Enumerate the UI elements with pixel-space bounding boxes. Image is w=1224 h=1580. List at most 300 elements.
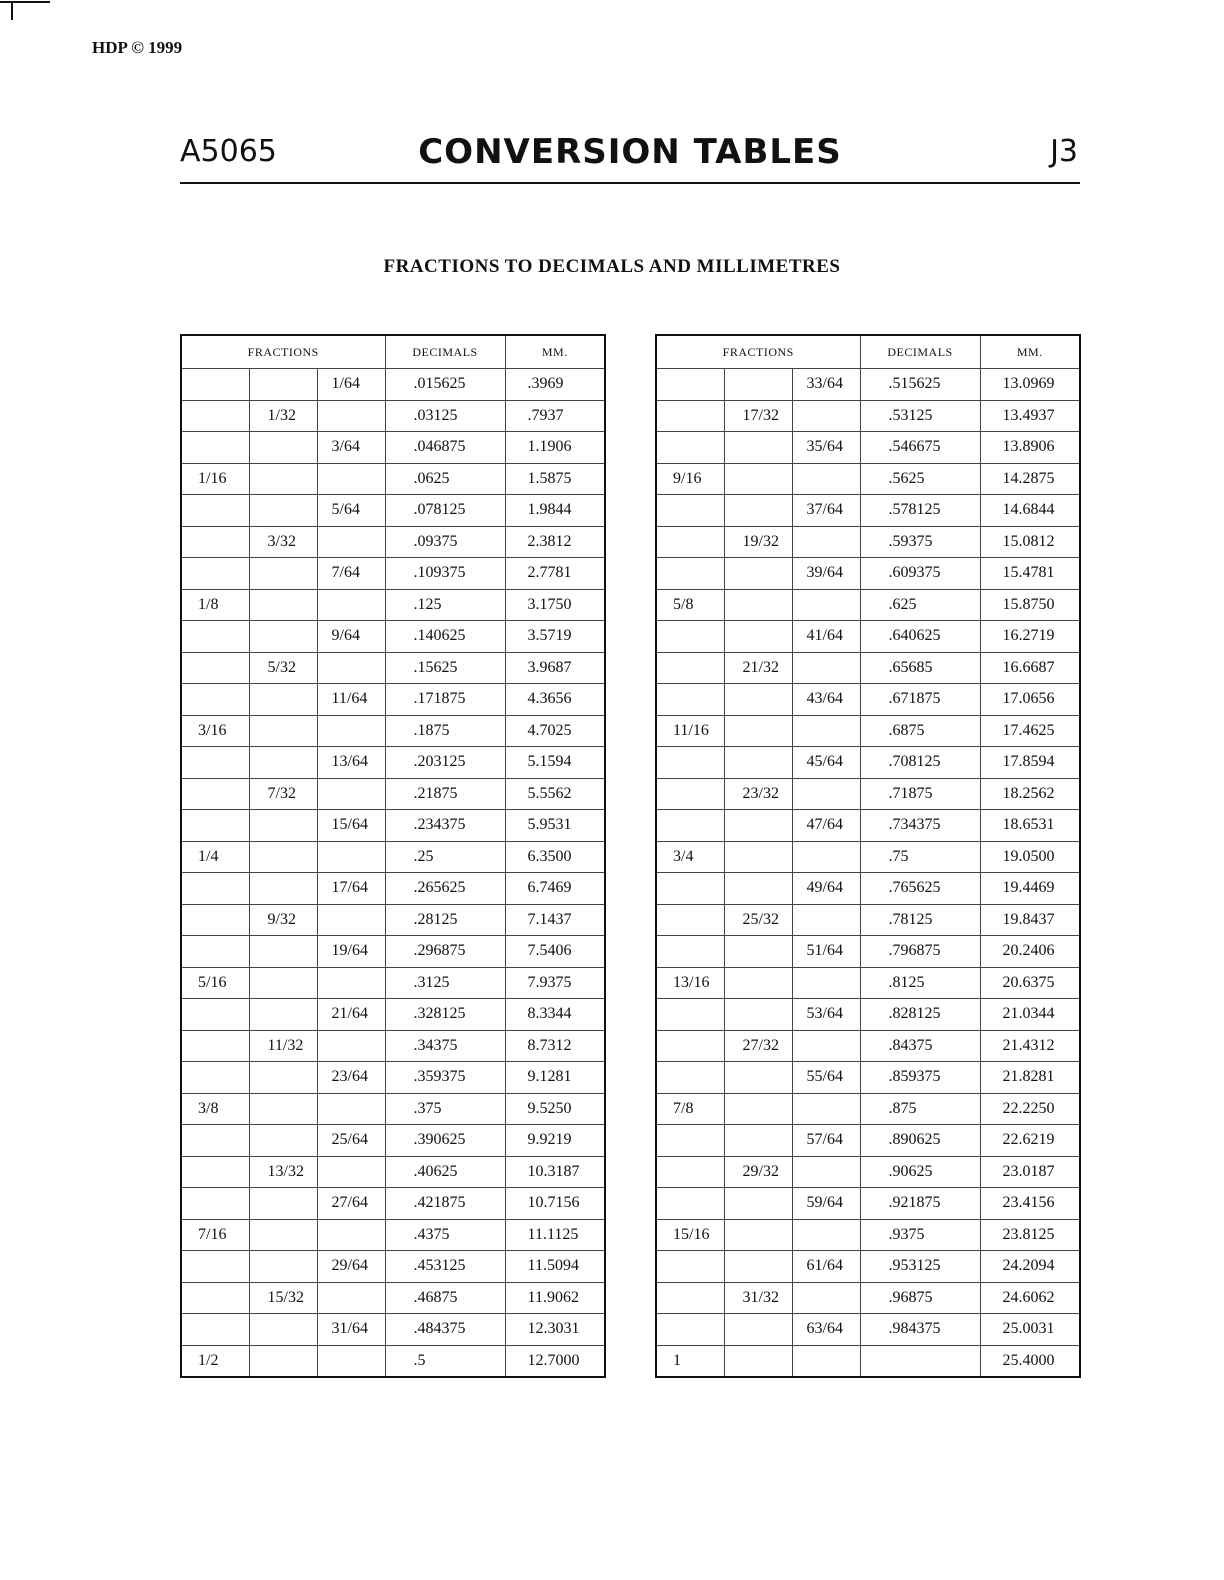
decimal-cell: .109375: [385, 558, 505, 590]
fraction-thirty-seconds-cell: 17/32: [724, 400, 792, 432]
decimal-cell: .8125: [860, 967, 980, 999]
fraction-sixteenths-cell: 3/8: [181, 1093, 249, 1125]
fraction-thirty-seconds-cell: 5/32: [249, 652, 317, 684]
table-row: [656, 1030, 1080, 1062]
page-title: CONVERSION TABLES: [418, 132, 842, 172]
fraction-sixteenths-cell: [181, 1125, 249, 1157]
millimetre-cell: 8.3344: [505, 999, 605, 1031]
fraction-sixty-fourths-cell: [317, 778, 385, 810]
table-row: [656, 495, 1080, 527]
table-row: [181, 904, 605, 936]
table-row: [181, 747, 605, 779]
fraction-thirty-seconds-cell: [724, 999, 792, 1031]
decimal-cell: .59375: [860, 526, 980, 558]
fraction-sixty-fourths-cell: 57/64: [792, 1125, 860, 1157]
table-row: [181, 369, 605, 401]
fraction-thirty-seconds-cell: [249, 999, 317, 1031]
table-row: [656, 1251, 1080, 1283]
millimetre-cell: 24.2094: [980, 1251, 1080, 1283]
fraction-thirty-seconds-cell: [249, 558, 317, 590]
fraction-thirty-seconds-cell: [249, 1062, 317, 1094]
millimetre-cell: 25.0031: [980, 1314, 1080, 1346]
fraction-sixteenths-cell: [181, 558, 249, 590]
table-row: [181, 1062, 605, 1094]
fraction-sixty-fourths-cell: [317, 1282, 385, 1314]
fraction-sixteenths-cell: [181, 1188, 249, 1220]
decimal-cell: .234375: [385, 810, 505, 842]
millimetre-cell: 17.4625: [980, 715, 1080, 747]
fraction-sixteenths-cell: [181, 369, 249, 401]
decimal-cell: .53125: [860, 400, 980, 432]
fraction-thirty-seconds-cell: 27/32: [724, 1030, 792, 1062]
fraction-sixteenths-cell: [656, 432, 724, 464]
decimal-cell: .09375: [385, 526, 505, 558]
fraction-thirty-seconds-cell: 31/32: [724, 1282, 792, 1314]
table-row: [181, 495, 605, 527]
decimal-cell: .328125: [385, 999, 505, 1031]
table-row: [656, 684, 1080, 716]
fraction-sixty-fourths-cell: [792, 589, 860, 621]
table-row: [181, 1093, 605, 1125]
millimetre-cell: 12.7000: [505, 1345, 605, 1377]
fraction-thirty-seconds-cell: [724, 1219, 792, 1251]
table-row: [181, 652, 605, 684]
fraction-sixty-fourths-cell: [792, 400, 860, 432]
fraction-sixteenths-cell: [656, 936, 724, 968]
millimetre-cell: 19.4469: [980, 873, 1080, 905]
fraction-sixteenths-cell: [181, 778, 249, 810]
table-row: [656, 747, 1080, 779]
decimal-cell: .828125: [860, 999, 980, 1031]
decimal-cell: .75: [860, 841, 980, 873]
fraction-thirty-seconds-cell: 23/32: [724, 778, 792, 810]
decimal-cell: .140625: [385, 621, 505, 653]
decimal-cell: .609375: [860, 558, 980, 590]
decimal-cell: .375: [385, 1093, 505, 1125]
fraction-sixty-fourths-cell: 53/64: [792, 999, 860, 1031]
fraction-sixteenths-cell: [181, 1314, 249, 1346]
fraction-thirty-seconds-cell: [249, 810, 317, 842]
decimal-cell: .421875: [385, 1188, 505, 1220]
fraction-sixteenths-cell: 3/16: [181, 715, 249, 747]
decimal-cell: .708125: [860, 747, 980, 779]
millimetre-cell: 18.2562: [980, 778, 1080, 810]
decimal-cell: .296875: [385, 936, 505, 968]
fraction-sixty-fourths-cell: 47/64: [792, 810, 860, 842]
table-row: [181, 810, 605, 842]
fraction-sixteenths-cell: 5/8: [656, 589, 724, 621]
table-row: [181, 873, 605, 905]
fraction-sixteenths-cell: [656, 1030, 724, 1062]
fraction-thirty-seconds-cell: [249, 715, 317, 747]
fraction-thirty-seconds-cell: [724, 747, 792, 779]
millimetre-cell: 5.9531: [505, 810, 605, 842]
fraction-sixty-fourths-cell: [317, 967, 385, 999]
fraction-sixteenths-cell: [181, 1030, 249, 1062]
millimetre-cell: 7.1437: [505, 904, 605, 936]
millimetre-cell: 1.9844: [505, 495, 605, 527]
millimetre-cell: 2.3812: [505, 526, 605, 558]
fraction-sixteenths-cell: [656, 778, 724, 810]
table-row: [656, 652, 1080, 684]
decimals-header: DECIMALS: [385, 335, 505, 369]
fraction-sixty-fourths-cell: 15/64: [317, 810, 385, 842]
fraction-sixteenths-cell: [181, 1251, 249, 1283]
millimetre-cell: 9.1281: [505, 1062, 605, 1094]
decimal-cell: .546675: [860, 432, 980, 464]
table-row: [656, 841, 1080, 873]
fraction-thirty-seconds-cell: [249, 747, 317, 779]
table-row: [181, 558, 605, 590]
table-body: [181, 369, 605, 1378]
section-subtitle: FRACTIONS TO DECIMALS AND MILLIMETRES: [383, 256, 841, 277]
table-row: [656, 432, 1080, 464]
fraction-sixty-fourths-cell: [317, 526, 385, 558]
fraction-sixty-fourths-cell: [792, 652, 860, 684]
millimetre-cell: 22.6219: [980, 1125, 1080, 1157]
decimal-cell: .265625: [385, 873, 505, 905]
fraction-sixty-fourths-cell: 51/64: [792, 936, 860, 968]
fraction-sixty-fourths-cell: [317, 400, 385, 432]
fraction-thirty-seconds-cell: 29/32: [724, 1156, 792, 1188]
millimetre-cell: 5.1594: [505, 747, 605, 779]
decimal-cell: .125: [385, 589, 505, 621]
millimetre-cell: 23.4156: [980, 1188, 1080, 1220]
fraction-sixteenths-cell: [656, 1156, 724, 1188]
table-row: [181, 778, 605, 810]
decimal-cell: .6875: [860, 715, 980, 747]
fraction-sixteenths-cell: [181, 1062, 249, 1094]
fraction-sixty-fourths-cell: [792, 841, 860, 873]
decimal-cell: .515625: [860, 369, 980, 401]
millimetre-cell: 19.0500: [980, 841, 1080, 873]
page-header: [180, 128, 1080, 184]
fraction-sixteenths-cell: 15/16: [656, 1219, 724, 1251]
table-row: [181, 1030, 605, 1062]
millimetre-cell: 17.8594: [980, 747, 1080, 779]
fraction-thirty-seconds-cell: 1/32: [249, 400, 317, 432]
fraction-sixty-fourths-cell: 7/64: [317, 558, 385, 590]
fraction-thirty-seconds-cell: [249, 463, 317, 495]
fraction-sixteenths-cell: [181, 526, 249, 558]
table-row: [181, 432, 605, 464]
fraction-sixty-fourths-cell: [317, 1030, 385, 1062]
decimal-cell: .46875: [385, 1282, 505, 1314]
decimal-cell: .625: [860, 589, 980, 621]
fraction-sixteenths-cell: [656, 1282, 724, 1314]
fraction-thirty-seconds-cell: [249, 1345, 317, 1377]
table-row: [181, 967, 605, 999]
fraction-thirty-seconds-cell: [249, 589, 317, 621]
table-header-row: [656, 335, 1080, 369]
fraction-sixteenths-cell: [656, 369, 724, 401]
decimal-cell: .0625: [385, 463, 505, 495]
fraction-sixteenths-cell: [656, 1062, 724, 1094]
decimal-cell: .765625: [860, 873, 980, 905]
fraction-thirty-seconds-cell: [724, 1188, 792, 1220]
millimetre-cell: 5.5562: [505, 778, 605, 810]
table-row: [656, 463, 1080, 495]
fraction-sixty-fourths-cell: [792, 1282, 860, 1314]
table-row: [181, 526, 605, 558]
millimetre-cell: 15.0812: [980, 526, 1080, 558]
fraction-sixteenths-cell: 1/8: [181, 589, 249, 621]
decimal-cell: .796875: [860, 936, 980, 968]
decimal-cell: .875: [860, 1093, 980, 1125]
fraction-sixty-fourths-cell: [792, 463, 860, 495]
fraction-sixty-fourths-cell: 29/64: [317, 1251, 385, 1283]
decimal-cell: .5: [385, 1345, 505, 1377]
fraction-thirty-seconds-cell: 3/32: [249, 526, 317, 558]
millimetre-cell: 7.5406: [505, 936, 605, 968]
fraction-thirty-seconds-cell: [724, 558, 792, 590]
fraction-sixty-fourths-cell: [317, 463, 385, 495]
fraction-sixty-fourths-cell: [792, 778, 860, 810]
table-row: [656, 621, 1080, 653]
fraction-sixteenths-cell: [656, 400, 724, 432]
millimetre-cell: 25.4000: [980, 1345, 1080, 1377]
decimal-cell: .65685: [860, 652, 980, 684]
fraction-thirty-seconds-cell: [249, 967, 317, 999]
fraction-sixteenths-cell: [656, 621, 724, 653]
fraction-thirty-seconds-cell: 21/32: [724, 652, 792, 684]
table-header-row: [181, 335, 605, 369]
fraction-thirty-seconds-cell: [724, 1251, 792, 1283]
decimal-cell: .203125: [385, 747, 505, 779]
table-row: [656, 1062, 1080, 1094]
fraction-sixteenths-cell: [181, 400, 249, 432]
fractions-header: FRACTIONS: [181, 335, 385, 369]
decimal-cell: .453125: [385, 1251, 505, 1283]
fraction-sixteenths-cell: [656, 999, 724, 1031]
fraction-sixteenths-cell: [656, 495, 724, 527]
millimetre-cell: 13.8906: [980, 432, 1080, 464]
fraction-sixteenths-cell: [656, 526, 724, 558]
fraction-sixteenths-cell: [656, 558, 724, 590]
fraction-thirty-seconds-cell: [249, 1219, 317, 1251]
fraction-sixty-fourths-cell: 55/64: [792, 1062, 860, 1094]
fraction-sixteenths-cell: 13/16: [656, 967, 724, 999]
fraction-thirty-seconds-cell: [724, 621, 792, 653]
decimal-cell: .046875: [385, 432, 505, 464]
fraction-sixty-fourths-cell: 43/64: [792, 684, 860, 716]
fraction-thirty-seconds-cell: [724, 369, 792, 401]
table-row: [181, 463, 605, 495]
fraction-thirty-seconds-cell: [724, 1062, 792, 1094]
fraction-sixteenths-cell: [181, 747, 249, 779]
fraction-sixty-fourths-cell: 17/64: [317, 873, 385, 905]
table-row: [656, 1219, 1080, 1251]
table-row: [656, 589, 1080, 621]
decimal-cell: .390625: [385, 1125, 505, 1157]
decimal-cell: .21875: [385, 778, 505, 810]
fraction-sixty-fourths-cell: 1/64: [317, 369, 385, 401]
fraction-sixteenths-cell: 7/8: [656, 1093, 724, 1125]
fraction-sixteenths-cell: [181, 432, 249, 464]
fraction-sixty-fourths-cell: [317, 1156, 385, 1188]
table-row: [656, 873, 1080, 905]
fraction-sixty-fourths-cell: 23/64: [317, 1062, 385, 1094]
fraction-sixteenths-cell: [181, 652, 249, 684]
fraction-sixteenths-cell: [181, 873, 249, 905]
fraction-thirty-seconds-cell: 15/32: [249, 1282, 317, 1314]
fraction-thirty-seconds-cell: 13/32: [249, 1156, 317, 1188]
fraction-sixteenths-cell: [181, 904, 249, 936]
fraction-thirty-seconds-cell: 11/32: [249, 1030, 317, 1062]
decimal-cell: .28125: [385, 904, 505, 936]
fraction-thirty-seconds-cell: [249, 621, 317, 653]
fraction-sixty-fourths-cell: [792, 526, 860, 558]
fraction-sixty-fourths-cell: [792, 1030, 860, 1062]
millimetre-cell: 7.9375: [505, 967, 605, 999]
decimal-cell: .921875: [860, 1188, 980, 1220]
fraction-sixteenths-cell: 1: [656, 1345, 724, 1377]
table-row: [656, 369, 1080, 401]
decimal-cell: .5625: [860, 463, 980, 495]
millimetre-cell: 15.4781: [980, 558, 1080, 590]
fraction-thirty-seconds-cell: [724, 1314, 792, 1346]
decimal-cell: .34375: [385, 1030, 505, 1062]
fraction-sixteenths-cell: [181, 1156, 249, 1188]
millimetre-cell: 20.6375: [980, 967, 1080, 999]
millimetre-cell: 11.9062: [505, 1282, 605, 1314]
fraction-sixty-fourths-cell: [792, 1219, 860, 1251]
fraction-thirty-seconds-cell: [724, 463, 792, 495]
fraction-thirty-seconds-cell: [249, 841, 317, 873]
millimetre-cell: 3.9687: [505, 652, 605, 684]
fraction-sixty-fourths-cell: 37/64: [792, 495, 860, 527]
table-row: [181, 621, 605, 653]
decimal-cell: .3125: [385, 967, 505, 999]
fraction-sixteenths-cell: [656, 810, 724, 842]
fraction-thirty-seconds-cell: 19/32: [724, 526, 792, 558]
fraction-sixty-fourths-cell: [317, 589, 385, 621]
table-row: [656, 1345, 1080, 1377]
millimetre-cell: 14.6844: [980, 495, 1080, 527]
fraction-sixty-fourths-cell: 9/64: [317, 621, 385, 653]
millimetre-cell: 10.7156: [505, 1188, 605, 1220]
decimal-cell: .734375: [860, 810, 980, 842]
millimetre-cell: 16.6687: [980, 652, 1080, 684]
table-row: [181, 936, 605, 968]
table-row: [181, 589, 605, 621]
fraction-sixty-fourths-cell: [317, 652, 385, 684]
fraction-sixteenths-cell: [656, 904, 724, 936]
conversion-table-right: [655, 334, 1081, 1378]
fraction-sixty-fourths-cell: [317, 1219, 385, 1251]
fraction-thirty-seconds-cell: [724, 967, 792, 999]
decimal-cell: .578125: [860, 495, 980, 527]
fraction-sixty-fourths-cell: [317, 1345, 385, 1377]
table-row: [181, 1345, 605, 1377]
fraction-sixteenths-cell: [656, 873, 724, 905]
fraction-sixteenths-cell: 7/16: [181, 1219, 249, 1251]
fraction-sixteenths-cell: [181, 684, 249, 716]
fraction-sixty-fourths-cell: 3/64: [317, 432, 385, 464]
table-row: [656, 558, 1080, 590]
table-row: [181, 841, 605, 873]
table-row: [656, 1314, 1080, 1346]
fraction-sixty-fourths-cell: 11/64: [317, 684, 385, 716]
mm-header: MM.: [980, 335, 1080, 369]
decimal-cell: .890625: [860, 1125, 980, 1157]
fraction-thirty-seconds-cell: [724, 715, 792, 747]
table-row: [656, 904, 1080, 936]
fraction-thirty-seconds-cell: [249, 432, 317, 464]
fraction-sixteenths-cell: [181, 999, 249, 1031]
conversion-table-left: [180, 334, 606, 1378]
fraction-thirty-seconds-cell: [249, 1251, 317, 1283]
fraction-sixteenths-cell: [656, 684, 724, 716]
decimal-cell: .78125: [860, 904, 980, 936]
fraction-sixty-fourths-cell: 5/64: [317, 495, 385, 527]
fraction-sixteenths-cell: [181, 1282, 249, 1314]
table-row: [181, 715, 605, 747]
millimetre-cell: 20.2406: [980, 936, 1080, 968]
decimal-cell: .1875: [385, 715, 505, 747]
copyright-notice: HDP © 1999: [92, 38, 183, 57]
fraction-sixty-fourths-cell: 31/64: [317, 1314, 385, 1346]
page-id: J3: [1050, 134, 1078, 169]
fraction-sixty-fourths-cell: [792, 967, 860, 999]
fraction-thirty-seconds-cell: [249, 1314, 317, 1346]
decimal-cell: .4375: [385, 1219, 505, 1251]
table-row: [656, 1093, 1080, 1125]
table-row: [656, 1125, 1080, 1157]
millimetre-cell: 3.1750: [505, 589, 605, 621]
millimetre-cell: 24.6062: [980, 1282, 1080, 1314]
millimetre-cell: 16.2719: [980, 621, 1080, 653]
fraction-sixty-fourths-cell: [792, 1345, 860, 1377]
millimetre-cell: 12.3031: [505, 1314, 605, 1346]
table-row: [181, 400, 605, 432]
decimal-cell: [860, 1345, 980, 1377]
fraction-sixty-fourths-cell: [317, 715, 385, 747]
fraction-thirty-seconds-cell: [724, 1125, 792, 1157]
fraction-thirty-seconds-cell: [724, 841, 792, 873]
fraction-thirty-seconds-cell: [724, 1093, 792, 1125]
millimetre-cell: 6.3500: [505, 841, 605, 873]
decimal-cell: .859375: [860, 1062, 980, 1094]
table-row: [656, 967, 1080, 999]
millimetre-cell: .7937: [505, 400, 605, 432]
fraction-sixteenths-cell: [656, 1125, 724, 1157]
table-row: [656, 1156, 1080, 1188]
fraction-thirty-seconds-cell: [249, 873, 317, 905]
millimetre-cell: 11.1125: [505, 1219, 605, 1251]
fraction-sixty-fourths-cell: [317, 1093, 385, 1125]
millimetre-cell: 9.9219: [505, 1125, 605, 1157]
fraction-sixteenths-cell: [181, 936, 249, 968]
fraction-thirty-seconds-cell: [724, 936, 792, 968]
fraction-thirty-seconds-cell: [724, 589, 792, 621]
decimal-cell: .15625: [385, 652, 505, 684]
millimetre-cell: 8.7312: [505, 1030, 605, 1062]
fraction-thirty-seconds-cell: [249, 369, 317, 401]
table-row: [656, 1188, 1080, 1220]
millimetre-cell: 13.4937: [980, 400, 1080, 432]
table-body: [656, 369, 1080, 1378]
millimetre-cell: 1.5875: [505, 463, 605, 495]
fraction-thirty-seconds-cell: 25/32: [724, 904, 792, 936]
millimetre-cell: 15.8750: [980, 589, 1080, 621]
fraction-thirty-seconds-cell: [249, 1188, 317, 1220]
table-row: [656, 810, 1080, 842]
decimal-cell: .71875: [860, 778, 980, 810]
fraction-thirty-seconds-cell: [724, 684, 792, 716]
millimetre-cell: 3.5719: [505, 621, 605, 653]
fraction-thirty-seconds-cell: [249, 1093, 317, 1125]
